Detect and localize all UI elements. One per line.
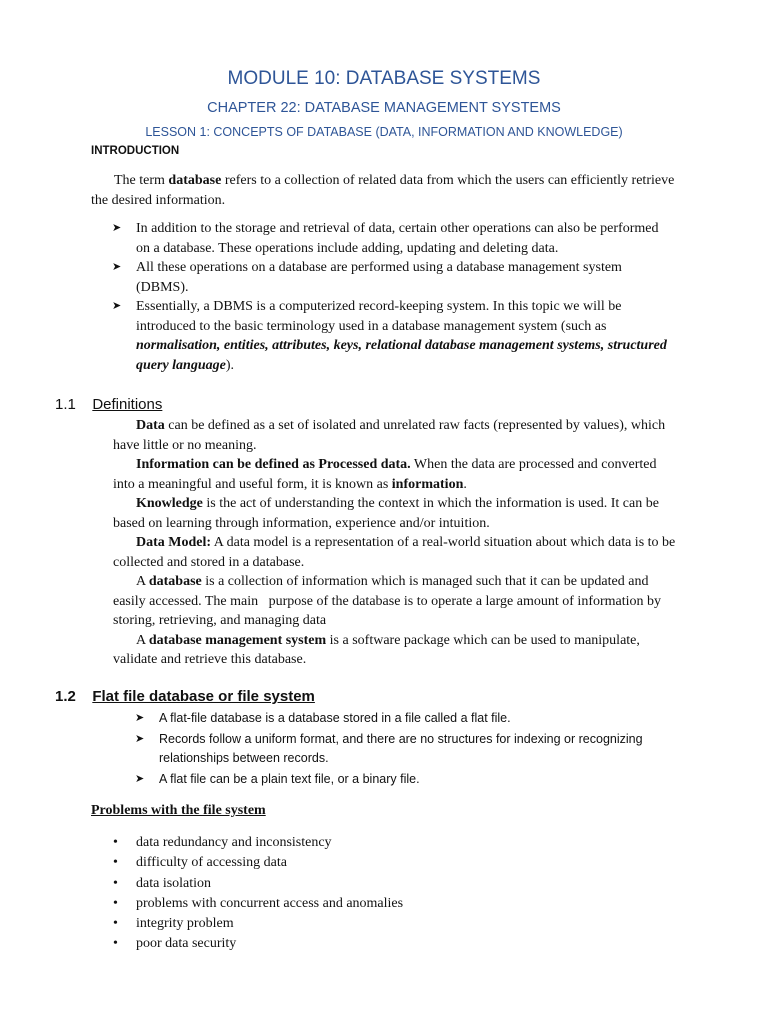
list-item: • data redundancy and inconsistency — [113, 833, 403, 853]
list-item — [135, 770, 655, 790]
bullet-text: All these operations on a database are performed using a database management system (DBMS). — [136, 260, 622, 295]
definition-text: is a software package which can be used to manipulate, validate and retrieve this database. — [113, 632, 640, 667]
section-number: 1.1 — [55, 396, 76, 413]
chapter-title: CHAPTER 22: DATABASE MANAGEMENT SYSTEMS — [207, 100, 561, 116]
definition-text-pre: A — [136, 574, 149, 589]
lesson-title: LESSON 1: CONCEPTS OF DATABASE (DATA, INFORMATION AND KNOWLEDGE) — [145, 125, 623, 139]
bullet-text: In addition to the storage and retrieval of data, certain other operations can also be performed on a database. These operations include adding, updating and deleting data. — [136, 221, 659, 256]
section-title: Flat file database or file system — [92, 688, 315, 705]
intro-bullet-list — [112, 219, 672, 375]
arrowhead-bullet-icon: ➤ — [135, 712, 145, 724]
definition-text: is the act of understanding the context in which the information is used. It can be based on learning through information, experience and/or intuition. — [113, 496, 659, 531]
arrowhead-bullet-icon: ➤ — [112, 300, 122, 312]
term: Data Model: — [136, 535, 212, 550]
intro-text-post: refers to a collection of related data from which the users can efficiently retrieve the desired information. — [91, 173, 675, 208]
intro-text-pre: The term — [114, 173, 169, 188]
definition-text: can be defined as a set of isolated and unrelated raw facts (represented by values), which have little or no meaning. — [113, 418, 666, 453]
term: database management system — [148, 632, 327, 648]
list-item: • difficulty of accessing data — [113, 853, 403, 873]
intro-paragraph — [91, 171, 676, 210]
definition-text-pre: A — [136, 632, 149, 648]
bullet-text: A flat-file database is a database stored in a file called a flat file. — [159, 711, 511, 725]
bullet-text-end: ). — [225, 357, 235, 373]
intro-term-database: database — [168, 173, 222, 188]
term: Knowledge — [136, 496, 203, 511]
introduction-heading: INTRODUCTION — [91, 145, 180, 157]
section-number: 1.2 — [55, 688, 76, 705]
list-item: • problems with concurrent access and anomalies — [113, 894, 403, 914]
bullet-text: Essentially, a DBMS is a computerized record-keeping system. In this topic we will be introduced to the basic terminology used in a database management system (such as — [136, 299, 622, 334]
arrowhead-bullet-icon: ➤ — [112, 261, 122, 273]
list-item — [135, 709, 655, 729]
definition-text-end: . — [463, 476, 467, 492]
definition-data-model — [113, 533, 678, 572]
arrowhead-bullet-icon: ➤ — [135, 732, 145, 745]
definitions-block — [113, 416, 678, 670]
arrowhead-bullet-icon: ➤ — [135, 772, 145, 785]
definition-text: A data model is a representation of a real-world situation about which data is to be collected and stored in a database. — [113, 535, 676, 570]
list-item: • integrity problem — [113, 914, 403, 934]
list-item: • poor data security — [113, 934, 403, 954]
definition-data — [113, 416, 678, 455]
section-heading-definitions — [55, 396, 162, 414]
bullet-text: A flat file can be a plain text file, or a binary file. — [159, 771, 420, 786]
definition-knowledge — [113, 494, 678, 533]
list-item — [112, 297, 672, 375]
list-item — [112, 258, 672, 297]
definition-database — [113, 572, 678, 631]
definition-text: is a collection of information which is managed such that it can be updated and easily accessed. The main purpose of the database is to operate a large amount of information by storing, retrieving, and managing data — [113, 574, 662, 628]
term: Information can be defined as Processed data. — [136, 457, 411, 472]
term: Data — [136, 418, 165, 433]
problems-list — [113, 833, 403, 955]
list-item: • data isolation — [113, 874, 403, 894]
term: information — [391, 476, 464, 492]
bullet-text: Records follow a uniform format, and there are no structures for indexing or recognizing relationships between records. — [159, 731, 643, 765]
definition-information — [113, 455, 678, 494]
section-title: Definitions — [92, 396, 163, 413]
problems-heading: Problems with the file system — [91, 803, 266, 818]
arrowhead-bullet-icon: ➤ — [112, 222, 122, 234]
term: database — [148, 574, 202, 589]
definition-dbms — [113, 631, 678, 670]
list-item — [135, 730, 655, 769]
module-title: MODULE 10: DATABASE SYSTEMS — [227, 68, 541, 89]
flat-file-bullet-list — [135, 709, 655, 790]
list-item — [112, 219, 672, 258]
section-heading-flat-file — [55, 688, 315, 706]
bullet-terms: normalisation, entities, attributes, keys, relational database management systems, structured query language — [136, 338, 667, 373]
definition-text: When the data are processed and converted into a meaningful and useful form, it is known as — [113, 457, 657, 492]
